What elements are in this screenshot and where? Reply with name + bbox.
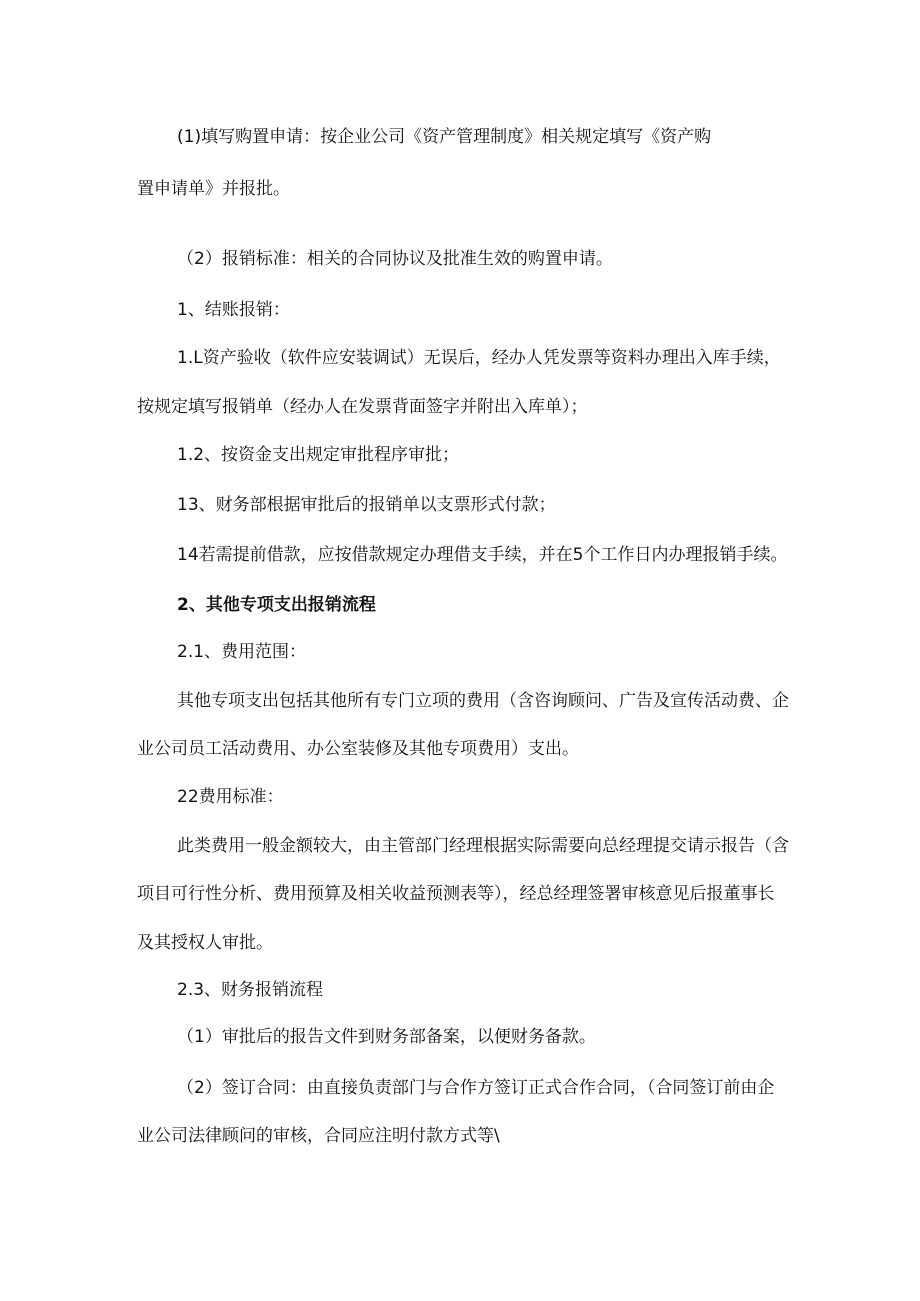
paragraph-line: 2.3、财务报销流程 bbox=[177, 980, 324, 1000]
paragraph-line: 业公司法律顾问的审核，合同应注明付款方式等\ bbox=[137, 1126, 500, 1146]
paragraph-line: （2）签订合同：由直接负责部门与合作方签订正式合作合同，（合同签订前由企 bbox=[177, 1078, 775, 1098]
paragraph-line: 13、财务部根据审批后的报销单以支票形式付款； bbox=[177, 495, 556, 515]
paragraph-line: 1.L资产验收（软件应安装调试）无误后，经办人凭发票等资料办理出入库手续， bbox=[177, 348, 781, 368]
paragraph-line: 其他专项支出包括其他所有专门立项的费用（含咨询顾问、广告及宣传活动费、企 bbox=[177, 691, 789, 711]
paragraph-line: （2）报销标准：相关的合同协议及批准生效的购置申请。 bbox=[177, 249, 613, 269]
paragraph-line: 置申请单》并报批。 bbox=[137, 179, 290, 199]
paragraph-line: 1.2、按资金支出规定审批程序审批； bbox=[177, 445, 460, 465]
paragraph-line: 及其授权人审批。 bbox=[137, 933, 273, 953]
section-heading: 2、其他专项支出报销流程 bbox=[177, 595, 376, 615]
paragraph-line: 项目可行性分析、费用预算及相关收益预测表等），经总经理签署审核意见后报董事长 bbox=[137, 884, 775, 904]
paragraph-line: 业公司员工活动费用、办公室装修及其他专项费用）支出。 bbox=[137, 739, 579, 759]
paragraph-line: (1)填写购置申请：按企业公司《资产管理制度》相关规定填写《资产购 bbox=[177, 127, 712, 147]
paragraph-line: 2.1、费用范围： bbox=[177, 642, 307, 662]
paragraph-line: 此类费用一般金额较大，由主管部门经理根据实际需要向总经理提交请示报告（含 bbox=[177, 836, 789, 856]
paragraph-line: 22费用标准： bbox=[177, 787, 284, 807]
paragraph-line: 按规定填写报销单（经办人在发票背面签字并附出入库单）； bbox=[137, 397, 588, 417]
paragraph-line: 14若需提前借款，应按借款规定办理借支手续，并在5个工作日内办理报销手续。 bbox=[177, 545, 788, 565]
paragraph-line: 1、结账报销： bbox=[177, 300, 290, 320]
paragraph-line: （1）审批后的报告文件到财务部备案，以便财务备款。 bbox=[177, 1027, 596, 1047]
